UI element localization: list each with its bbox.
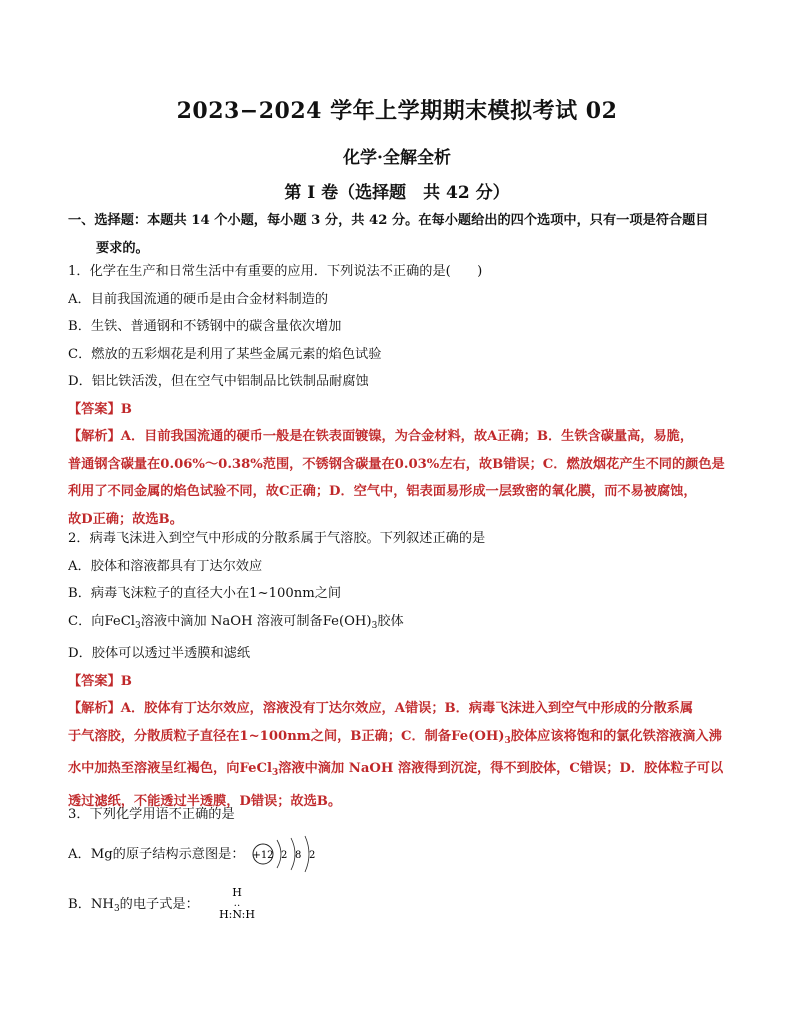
exp-fecl3-formula bbox=[239, 761, 278, 776]
q1-option-c: C．燃放的五彩烟花是利用了某些金属元素的焰色试验 bbox=[68, 346, 382, 362]
nh3-formula bbox=[91, 897, 120, 912]
q2-exp2-pre: 于气溶胶，分散质粒子直径在1~100nm之间，B正确；C．制备 bbox=[68, 728, 452, 744]
q2-exp2-post: 胶体应该将饱和的氯化铁溶液滴入沸 bbox=[510, 728, 722, 744]
q2-exp-line-3 bbox=[68, 755, 728, 788]
q2-option-c bbox=[68, 608, 728, 641]
feoh3-text: Fe(OH) bbox=[322, 613, 372, 629]
q1-answer: 【答案】B bbox=[68, 401, 132, 417]
ed-dots: ‥ bbox=[233, 898, 241, 909]
nh3-electron-formula bbox=[209, 885, 265, 923]
ed-row: H:N:H bbox=[219, 908, 255, 921]
nh3-text: NH bbox=[90, 896, 114, 912]
q2-exp-line-2 bbox=[68, 723, 728, 756]
shell-count-1: 2 bbox=[280, 850, 288, 861]
q2-option-b: B．病毒飞沫粒子的直径大小在1~100nm之间 bbox=[68, 586, 342, 601]
q1-exp-line-2: 普通钢含碳量在0.06%～0.38%范围，不锈钢含碳量在0.03%左右，故B错误；C．燃放烟花产生不同的颜色是 bbox=[68, 456, 725, 472]
mg-atom-diagram bbox=[251, 834, 321, 874]
q1-exp-line-4: 故D正确；故选B。 bbox=[68, 511, 183, 527]
q2-exp-line-4: 透过滤纸，不能透过半透膜，D错误；故选B。 bbox=[68, 793, 342, 809]
q3-option-a bbox=[68, 833, 728, 877]
shell-count-3: 2 bbox=[308, 850, 316, 861]
q1-explanation bbox=[68, 423, 728, 533]
q3-option-b bbox=[68, 883, 728, 927]
q2-answer: 【答案】B bbox=[68, 673, 132, 689]
page-subtitle: 化学·全解全析 bbox=[343, 148, 451, 168]
q2-exp3-pre: 水中加热至溶液呈红褐色，向 bbox=[68, 761, 240, 776]
q2-option-d: D．胶体可以透过半透膜和滤纸 bbox=[68, 646, 251, 661]
exp-feoh3-sub: 3 bbox=[504, 735, 511, 746]
feoh3-sub: 3 bbox=[371, 620, 378, 631]
fecl3-text: FeCl bbox=[104, 613, 136, 629]
q2-option-a: A．胶体和溶液都具有丁达尔效应 bbox=[68, 558, 263, 574]
fecl3-formula bbox=[104, 614, 140, 629]
q1-option-b: B．生铁、普通钢和不锈钢中的碳含量依次增加 bbox=[68, 319, 342, 334]
q2-c-suffix: 胶体 bbox=[377, 613, 404, 629]
feoh3-formula bbox=[323, 614, 378, 629]
question-3 bbox=[68, 801, 728, 927]
q1-option-a: A．目前我国流通的硬币是由合金材料制造的 bbox=[68, 291, 329, 307]
nh3-sub: 3 bbox=[113, 903, 120, 914]
q2-stem: 2．病毒飞沫进入到空气中形成的分散系属于气溶胶。下列叙述正确的是 bbox=[68, 531, 486, 546]
q2-c-middle: 溶液中滴加 NaOH 溶液可制备 bbox=[140, 613, 323, 629]
exp-feoh3-formula bbox=[451, 729, 511, 744]
q2-c-prefix: C．向 bbox=[68, 613, 105, 629]
question-1 bbox=[68, 258, 728, 533]
section-instructions bbox=[68, 207, 728, 262]
page-title: 2023−2024 学年上学期期末模拟考试 02 bbox=[176, 98, 618, 124]
q1-exp-line-3: 利用了不同金属的焰色试验不同，故C正确；D．空气中，铝表面易形成一层致密的氧化膜，而不易被腐蚀， bbox=[68, 484, 697, 499]
q3-a-text: A．Mg的原子结构示意图是： bbox=[68, 846, 245, 862]
q2-exp-line-1: 【解析】A．胶体有丁达尔效应，溶液没有丁达尔效应，A错误；B．病毒飞沫进入到空气中形成的分散系属 bbox=[68, 701, 694, 716]
exp-fecl3-sub: 3 bbox=[271, 768, 279, 778]
fecl3-sub: 3 bbox=[135, 620, 141, 631]
q3-stem: 3．下列化学用语不正确的是 bbox=[68, 807, 235, 822]
exp-feoh3-text: Fe(OH) bbox=[451, 728, 505, 744]
question-2 bbox=[68, 525, 728, 815]
exp-fecl3-text: FeCl bbox=[239, 761, 272, 776]
q1-stem: 1．化学在生产和日常生活中有重要的应用．下列说法不正确的是( ) bbox=[68, 264, 483, 279]
part-heading: 第 I 卷（选择题 共 42 分） bbox=[284, 183, 510, 203]
q2-explanation bbox=[68, 695, 728, 815]
q1-option-d: D．铝比铁活泼，但在空气中铝制品比铁制品耐腐蚀 bbox=[68, 374, 369, 389]
q2-exp3-post: 溶液中滴加 NaOH 溶液得到沉淀，得不到胶体，C错误；D．胶体粒子可以 bbox=[278, 761, 724, 776]
shell-count-2: 8 bbox=[294, 850, 302, 861]
q3-b-suffix: 的电子式是： bbox=[119, 896, 199, 912]
q3-b-prefix: B． bbox=[68, 896, 91, 912]
section-line-1: 一、选择题：本题共 14 个小题，每小题 3 分，共 42 分。在每小题给出的四个选项中，只有一项是符合题目 bbox=[68, 213, 709, 228]
section-line-2: 要求的。 bbox=[96, 240, 149, 256]
ed-top-h: H bbox=[232, 886, 242, 899]
nucleus-label: +12 bbox=[252, 850, 274, 861]
q1-exp-line-1: 【解析】A．目前我国流通的硬币一般是在铁表面镀镍，为合金材料，故A正确；B．生铁含碳量高，易脆， bbox=[68, 429, 694, 444]
